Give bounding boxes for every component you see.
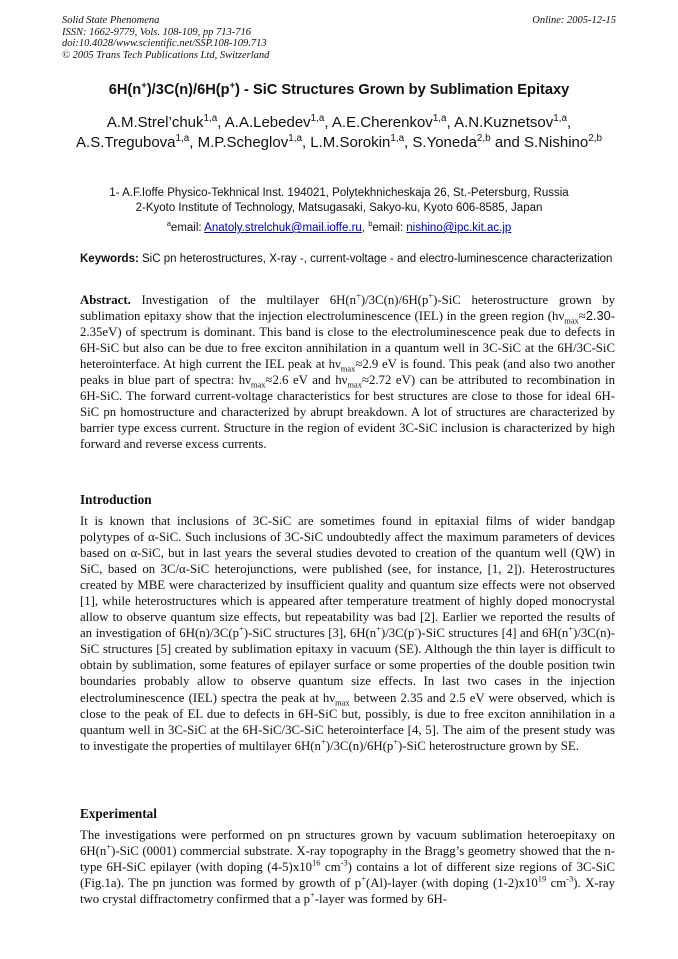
author: M.P.Scheglov$^{1,a}$,: [197, 132, 311, 151]
section-heading-experimental: Experimental: [80, 806, 157, 821]
keywords: [80, 252, 615, 266]
author: A.E.Cherenkov$^{1,a}$,: [331, 113, 455, 131]
section-heading-introduction: Introduction: [80, 492, 152, 507]
paper-title: 6H(n+)/3C(n)/6H(p+) - SiC Structures Grown by Sublimation Epitaxy: [108, 80, 570, 98]
email-line: $^a$email: Anatoly.strelchuk@mail.ioffe.ru, $^b$email: nishino@ipc.kit.ac.jp: [166, 219, 512, 234]
issn-line: ISSN: 1662-9779, Vols. 108-109, pp 713-716: [62, 26, 251, 38]
author: S.Nishino$^{2,b}$: [524, 132, 602, 151]
journal-name: Solid State Phenomena: [62, 15, 160, 26]
affiliation-2: 2-Kyoto Institute of Technology, Matsugasaki, Sakyo-ku, Kyoto 606-8585, Japan: [135, 202, 543, 214]
running-header: [62, 15, 616, 61]
copyright-line: © 2005 Trans Tech Publications Ltd, Switzerland: [62, 49, 270, 61]
keywords-label: Keywords:: [80, 253, 139, 265]
affiliations: [60, 186, 618, 216]
doi-line: doi:10.4028/www.scientific.net/SSP.108-109.713: [62, 38, 267, 50]
author: A.A.Lebedev$^{1,a}$,: [224, 113, 332, 131]
author: A.S.Tregubova$^{1,a}$,: [76, 132, 198, 151]
introduction-text: It is known that inclusions of 3C-SiC are sometimes found in epitaxial films of wider bandgap polytypes of α-SiC. Such inclusions of 3C-SiC undoubtedly affect the maximum parameters of devices based on α-SiC, but in last years the several studies devoted to creation of the quantum well (QW) in SiC, based on 3C/α-SiC heterojunctions, were published (see, for instance, [1, 2]). Heterostructures created by MBE were characterized by insufficient quality and quantum size effects were not observed [1], while heterostructures which is appeared after temperature treatment of highly doped monocrystal allow to observe quantum size effects, but repeatability was bad [2]. Earlier we reported the results of an investigation of 6H(n)/3C(p+)-SiC structures [3], 6H(n+)/3C(p-)-SiC structures [4] and 6H(n+)/3C(n)-SiC structures [5] created by sublimation epitaxy in vacuum (SE). Although the thin layer is difficult to obtain by sublimation, some features of epilayer surface or some properties of the double position twin boundaries probably allow to observe quantum size effects. In last two cases in the injection electroluminescence (IEL) spectra the peak at $h\nu_{max}$ between 2.35 and 2.5 eV were observed, which is close to the peak of EL due to defects in 6H-SiC but, possibly, is due to free exciton annihilation in a quantum well in 3C-SiC at the 6H-SiC/3C-SiC heterointerface [4, 5]. The aim of the present study was to investigate the properties of multilayer 6H(n+)/3C(n)/6H(p+)-SiC heterostructure grown by SE.: [80, 514, 616, 753]
abstract: [80, 292, 615, 452]
abstract-text: Investigation of the multilayer 6H(n+)/3C(n)/6H(p+)-SiC heterostructure grown by sublimation epitaxy show that the injection electroluminescence (IEL) in the green region $(h\nu_{max}\approx 2.30-2.35eV)$ of spectrum is dominant. This band is close to the electroluminescence peak due to defects in 6H-SiC but also can be due to free exciton annihilation in a quantum well in 3C-SiC at the 6H/3C-SiC heterointerface. At high current the IEL peak at $h\nu_{max}\approx 2.9$ eV is found. This peak (and also two another peaks in blue part of spectra: $h\nu_{max}\approx 2.6$ eV and $h\nu_{max}\approx 2.72$ eV) can be attributed to recombination in 6H-SiC. The forward current-voltage characteristics for best structures are close to those for ideal 6H-SiC pn homostructure and characterized by abrupt breakdown. A lot of structures are characterized by barrier type excess current. Structure in the region of evident 3C-SiC inclusion is characterized by high forward and reverse excess currents.: [80, 290, 616, 452]
affiliation-1: 1- A.F.Ioffe Physico-Tekhnical Inst. 194021, Polytekhnicheskaja 26, St.-Petersburg, Russia: [109, 187, 569, 199]
abstract-label: Abstract.: [80, 293, 131, 307]
author: L.M.Sorokin$^{1,a}$,: [310, 132, 413, 151]
author: A.N.Kuznetsov$^{1,a}$,: [454, 113, 572, 131]
author-list: [70, 113, 608, 152]
email-link-b[interactable]: nishino@ipc.kit.ac.jp: [406, 222, 512, 234]
email-link-a[interactable]: Anatoly.strelchuk@mail.ioffe.ru: [204, 222, 362, 234]
author: A.M.Strel’chuk$^{1,a}$,: [106, 113, 225, 131]
online-date: Online: 2005-12-15: [532, 15, 616, 26]
keywords-text: SiC pn heterostructures, X-ray -, current-voltage - and electro-luminescence characterization: [138, 253, 613, 265]
author: S.Yoneda$^{2,b}$ and: [412, 132, 525, 151]
experimental-text: The investigations were performed on pn structures grown by vacuum sublimation heteroepitaxy on 6H(n+)-SiC (0001) commercial substrate. X-ray topography in the Bragg’s geometry showed that the n-type 6H-SiC epilayer (with doping $(4-5)x10^{16}$ $cm^{-3}$) contains a lot of different size regions of 3C-SiC (Fig.1a). The pn junction was formed by growth of p+(Al)-layer (with doping $(1-2)x10^{19}$ $cm^{-3}$). X-ray two crystal diffractometry confirmed that a p+-layer was formed by 6H-: [80, 828, 615, 907]
